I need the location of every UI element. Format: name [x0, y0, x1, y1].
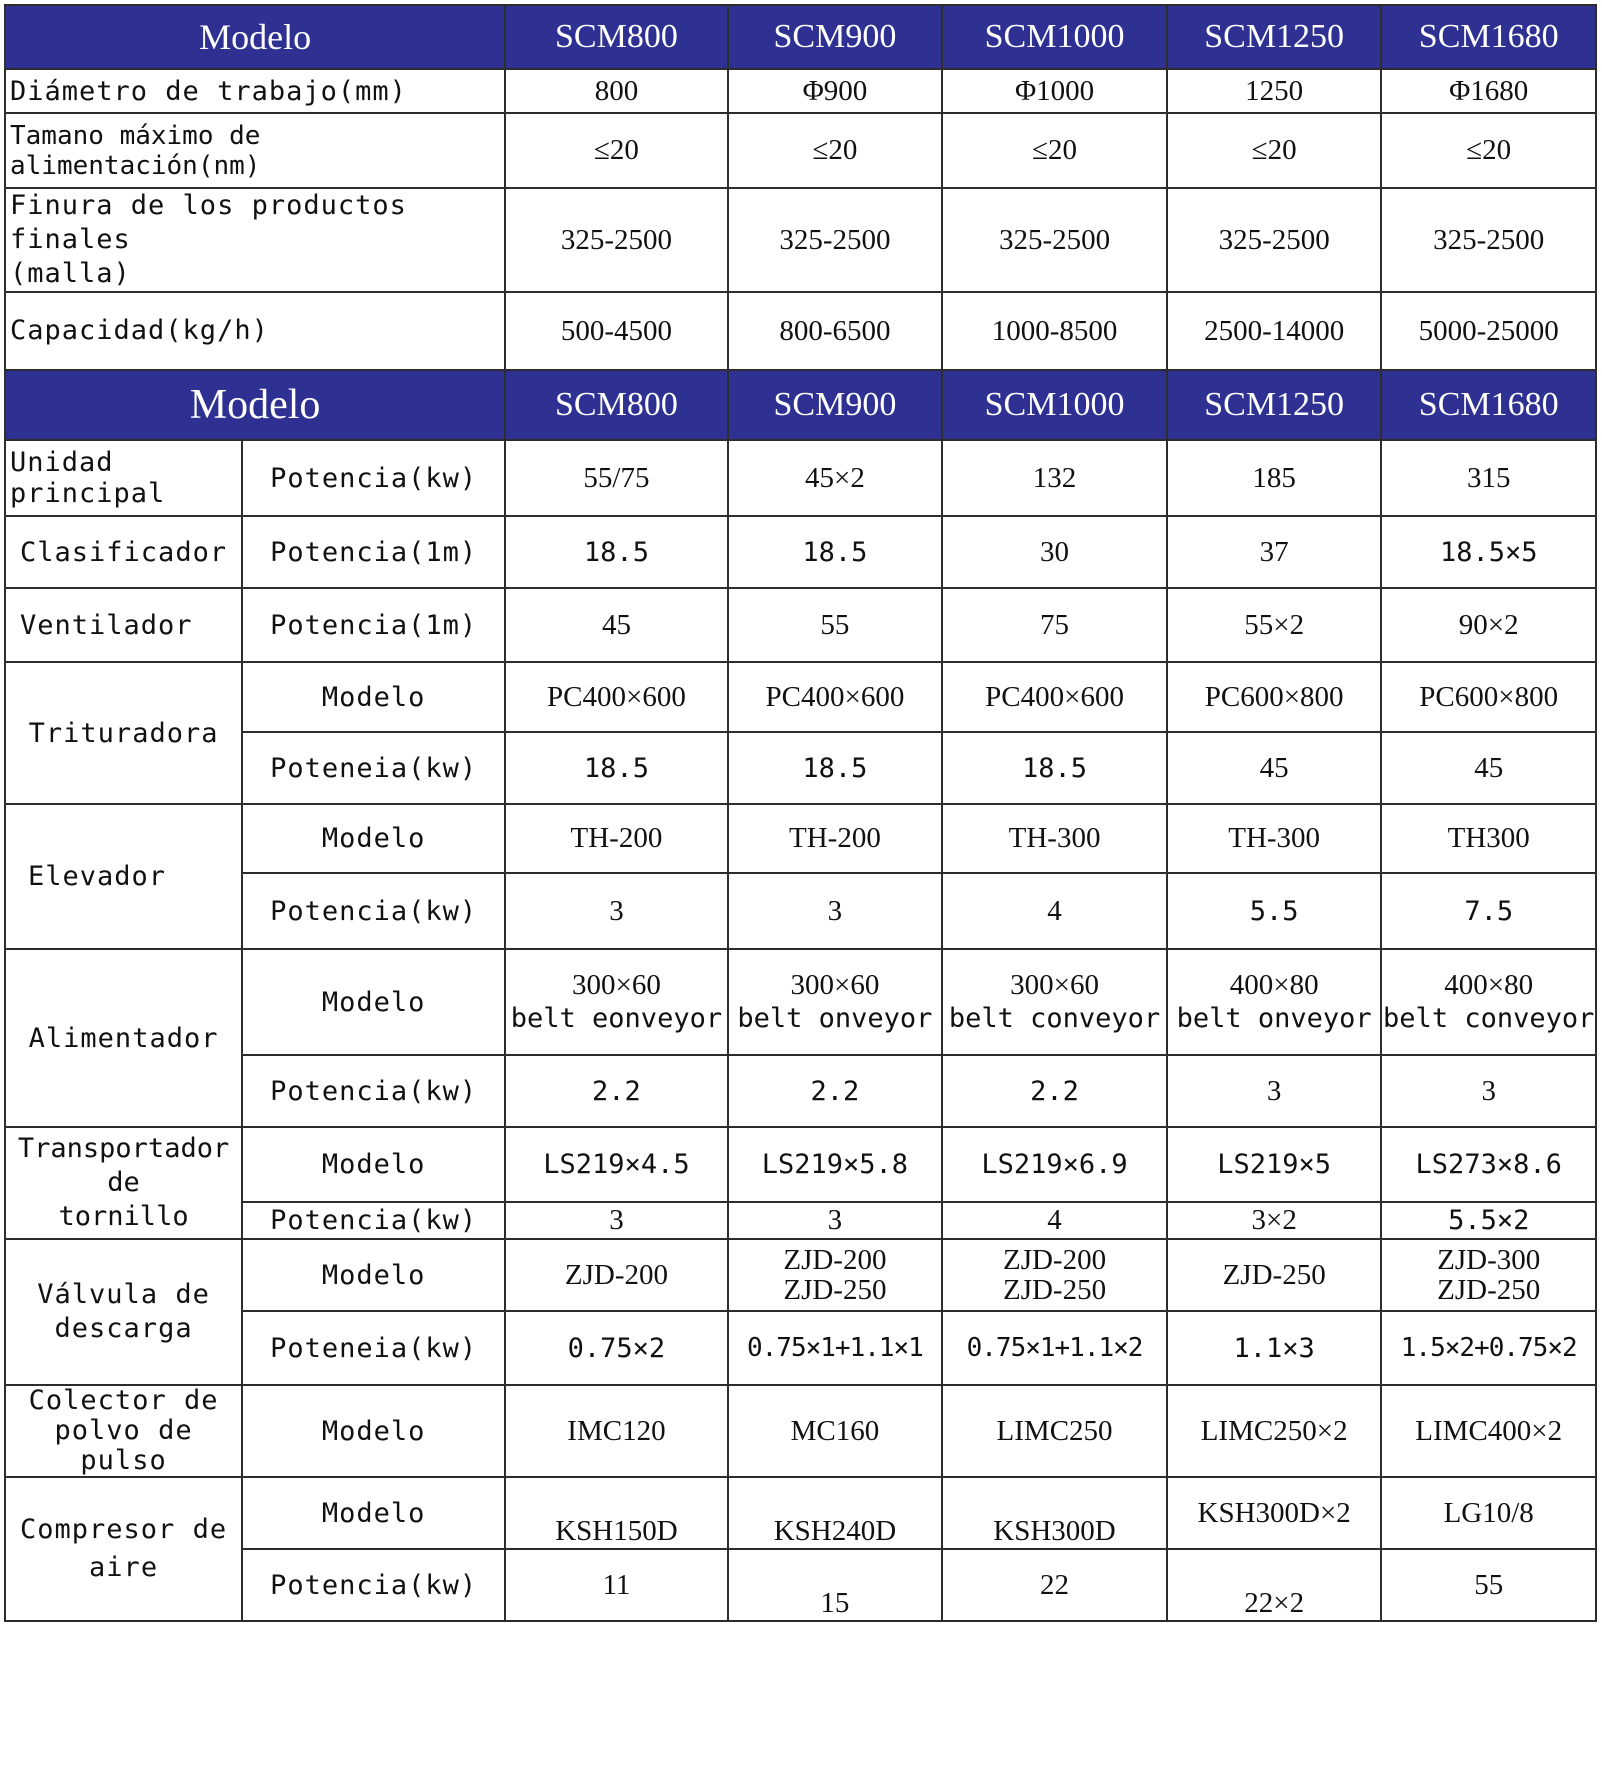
cell: 3	[1167, 1055, 1382, 1127]
cell: 0.75×1+1.1×2	[942, 1311, 1167, 1385]
row-label: Capacidad(kg/h)	[5, 292, 505, 370]
cell: PC600×800	[1381, 662, 1596, 732]
cell: 15	[728, 1549, 943, 1621]
top-header-row	[5, 5, 1596, 69]
cell: 45	[1381, 732, 1596, 804]
cell: 4	[942, 1202, 1167, 1239]
cell: 325-2500	[1167, 188, 1382, 292]
group-label: Unidad principal	[5, 440, 242, 516]
cell: 315	[1381, 440, 1596, 516]
cell: 22	[942, 1549, 1167, 1621]
cell: LS219×6.9	[942, 1127, 1167, 1202]
cell-line: 400×80	[1229, 969, 1319, 1001]
top-header-model-label: Modelo	[5, 5, 505, 69]
cell: 1000-8500	[942, 292, 1167, 370]
group-label: Elevador	[5, 804, 242, 949]
cell: 75	[942, 588, 1167, 662]
table-row	[5, 804, 1596, 873]
cell: 18.5	[505, 516, 727, 588]
cell: ≤20	[505, 113, 727, 188]
cell: 45	[505, 588, 727, 662]
group-label-line: tornillo	[58, 1201, 189, 1232]
cell: 3×2	[1167, 1202, 1382, 1239]
cell: 18.5	[942, 732, 1167, 804]
cell: ≤20	[728, 113, 943, 188]
cell: 90×2	[1381, 588, 1596, 662]
param-label: Potencia(1m)	[242, 588, 505, 662]
cell-line: belt conveyor	[948, 1003, 1161, 1034]
cell: PC400×600	[728, 662, 943, 732]
group-label	[5, 1239, 242, 1385]
cell: 2.2	[728, 1055, 943, 1127]
group-label-line: Colector de	[28, 1385, 219, 1416]
cell: LIMC250	[942, 1385, 1167, 1477]
group-label	[5, 1385, 242, 1477]
table-row	[5, 188, 1596, 292]
cell-line: ZJD-250	[1222, 1258, 1326, 1291]
cell: 7.5	[1381, 873, 1596, 949]
table-row	[5, 440, 1596, 516]
cell: 325-2500	[505, 188, 727, 292]
cell	[505, 1239, 727, 1311]
cell: 1250	[1167, 69, 1382, 113]
cell: KSH300D	[942, 1477, 1167, 1549]
param-label: Modelo	[242, 949, 505, 1055]
top-header-model: SCM1680	[1381, 5, 1596, 69]
table-row	[5, 113, 1596, 188]
param-label: Potencia(kw)	[242, 873, 505, 949]
param-label: Modelo	[242, 1385, 505, 1477]
cell: 3	[1381, 1055, 1596, 1127]
cell: 18.5	[728, 732, 943, 804]
table-row	[5, 873, 1596, 949]
cell: 5000-25000	[1381, 292, 1596, 370]
cell-line: ZJD-250	[783, 1274, 887, 1306]
param-label: Modelo	[242, 1477, 505, 1549]
cell: 18.5	[728, 516, 943, 588]
cell-line: 400×80	[1444, 969, 1534, 1001]
param-label: Modelo	[242, 1239, 505, 1311]
cell: IMC120	[505, 1385, 727, 1477]
cell: 3	[728, 1202, 943, 1239]
table-row	[5, 732, 1596, 804]
cell	[942, 1239, 1167, 1311]
cell: ≤20	[1381, 113, 1596, 188]
cell-line: belt onveyor	[1176, 1003, 1372, 1034]
cell: 800	[505, 69, 727, 113]
table-row	[5, 1127, 1596, 1202]
table-row	[5, 662, 1596, 732]
cell: 55	[728, 588, 943, 662]
cell: TH-200	[728, 804, 943, 873]
group-label-line: descarga	[54, 1313, 193, 1344]
cell: 2.2	[505, 1055, 727, 1127]
cell: MC160	[728, 1385, 943, 1477]
table-row	[5, 69, 1596, 113]
bottom-header-model: SCM800	[505, 370, 727, 440]
cell: 0.75×1+1.1×1	[728, 1311, 943, 1385]
table-row	[5, 949, 1596, 1055]
bottom-header-model: SCM1250	[1167, 370, 1382, 440]
param-label: Potencia(kw)	[242, 1202, 505, 1239]
cell: 55/75	[505, 440, 727, 516]
top-header-model: SCM1000	[942, 5, 1167, 69]
cell: 55×2	[1167, 588, 1382, 662]
row-label	[5, 188, 505, 292]
cell: 55	[1381, 1549, 1596, 1621]
cell: 325-2500	[728, 188, 943, 292]
top-header-model: SCM1250	[1167, 5, 1382, 69]
cell: LS219×4.5	[505, 1127, 727, 1202]
cell-line: 300×60	[790, 969, 880, 1001]
spec-sheet	[4, 4, 1597, 1622]
cell: 1.5×2+0.75×2	[1381, 1311, 1596, 1385]
group-label: Alimentador	[5, 949, 242, 1127]
top-header-model: SCM800	[505, 5, 727, 69]
table-row	[5, 516, 1596, 588]
param-label: Poteneia(kw)	[242, 732, 505, 804]
cell: TH300	[1381, 804, 1596, 873]
cell: 0.75×2	[505, 1311, 727, 1385]
group-label	[5, 1477, 242, 1621]
cell: 5.5	[1167, 873, 1382, 949]
cell-line: ZJD-200	[564, 1258, 668, 1291]
bottom-header-model: SCM1000	[942, 370, 1167, 440]
cell: 30	[942, 516, 1167, 588]
cell-line: ZJD-250	[1002, 1274, 1107, 1306]
cell: 3	[728, 873, 943, 949]
row-label-line: Finura de los productos finales	[10, 190, 407, 255]
param-label: Modelo	[242, 1127, 505, 1202]
cell: 1.1×3	[1167, 1311, 1382, 1385]
cell: ≤20	[942, 113, 1167, 188]
top-header-model: SCM900	[728, 5, 943, 69]
cell: 185	[1167, 440, 1382, 516]
cell: 37	[1167, 516, 1382, 588]
cell: 5.5×2	[1381, 1202, 1596, 1239]
cell-line: ZJD-200	[783, 1244, 887, 1276]
row-label: Diámetro de trabajo(mm)	[5, 69, 505, 113]
cell-line: belt conveyor	[1383, 1003, 1595, 1034]
cell: ≤20	[1167, 113, 1382, 188]
cell-line: 300×60	[572, 969, 661, 1001]
cell: TH-200	[505, 804, 727, 873]
cell: 325-2500	[1381, 188, 1596, 292]
cell: LS219×5	[1167, 1127, 1382, 1202]
cell	[728, 1239, 943, 1311]
cell: KSH300D×2	[1167, 1477, 1382, 1549]
cell-line: 300×60	[1010, 969, 1099, 1001]
cell: LS273×8.6	[1381, 1127, 1596, 1202]
table-row	[5, 1385, 1596, 1477]
bottom-header-model-label: Modelo	[5, 370, 505, 440]
group-label: Ventilador	[5, 588, 242, 662]
cell: 2.2	[942, 1055, 1167, 1127]
table-row	[5, 1311, 1596, 1385]
cell: 18.5×5	[1381, 516, 1596, 588]
param-label: Potencia(kw)	[242, 1055, 505, 1127]
param-label: Potencia(kw)	[242, 1549, 505, 1621]
cell: 325-2500	[942, 188, 1167, 292]
group-label: Trituradora	[5, 662, 242, 804]
cell: Φ900	[728, 69, 943, 113]
cell	[942, 949, 1167, 1055]
cell: 45×2	[728, 440, 943, 516]
cell	[505, 949, 727, 1055]
table-row	[5, 1239, 1596, 1311]
cell: 18.5	[505, 732, 727, 804]
cell	[728, 949, 943, 1055]
table-row	[5, 1477, 1596, 1549]
cell: 500-4500	[505, 292, 727, 370]
group-label-line: Válvula de	[37, 1279, 210, 1310]
param-label: Poteneia(kw)	[242, 1311, 505, 1385]
cell: KSH240D	[728, 1477, 943, 1549]
cell: LIMC250×2	[1167, 1385, 1382, 1477]
cell: 4	[942, 873, 1167, 949]
table-row	[5, 1549, 1596, 1621]
param-label: Modelo	[242, 662, 505, 732]
cell-line: belt onveyor	[737, 1003, 933, 1034]
cell-line: belt eonveyor	[510, 1003, 723, 1034]
cell: LG10/8	[1381, 1477, 1596, 1549]
cell: PC600×800	[1167, 662, 1382, 732]
cell: TH-300	[1167, 804, 1382, 873]
cell: 3	[505, 1202, 727, 1239]
param-label: Potencia(kw)	[242, 440, 505, 516]
cell: 45	[1167, 732, 1382, 804]
group-label-line: aire	[89, 1552, 159, 1583]
cell	[1167, 1239, 1382, 1311]
cell	[1167, 949, 1382, 1055]
group-label: Clasificador	[5, 516, 242, 588]
cell: 132	[942, 440, 1167, 516]
cell: PC400×600	[942, 662, 1167, 732]
cell-line: ZJD-300	[1437, 1244, 1541, 1276]
table-row	[5, 1202, 1596, 1239]
param-label: Modelo	[242, 804, 505, 873]
cell: LS219×5.8	[728, 1127, 943, 1202]
cell: PC400×600	[505, 662, 727, 732]
cell: 2500-14000	[1167, 292, 1382, 370]
param-label: Potencia(1m)	[242, 516, 505, 588]
cell: 22×2	[1167, 1549, 1382, 1621]
group-label-line: Transportador de	[17, 1133, 230, 1198]
cell: LIMC400×2	[1381, 1385, 1596, 1477]
bottom-header-row	[5, 370, 1596, 440]
cell: 11	[505, 1549, 727, 1621]
cell	[1381, 949, 1596, 1055]
row-label: Tamano máximo de alimentación(nm)	[5, 113, 505, 188]
bottom-header-model: SCM900	[728, 370, 943, 440]
table-row	[5, 292, 1596, 370]
cell: Φ1000	[942, 69, 1167, 113]
table-row	[5, 1055, 1596, 1127]
cell	[1381, 1239, 1596, 1311]
bottom-header-model: SCM1680	[1381, 370, 1596, 440]
cell: Φ1680	[1381, 69, 1596, 113]
cell: TH-300	[942, 804, 1167, 873]
cell: KSH150D	[505, 1477, 727, 1549]
cell-line: ZJD-250	[1437, 1274, 1541, 1306]
cell-line: ZJD-200	[1002, 1244, 1107, 1276]
row-label-line: (malla)	[10, 258, 131, 289]
table-row	[5, 588, 1596, 662]
group-label	[5, 1127, 242, 1239]
specs-table	[4, 4, 1597, 1622]
group-label-line: polvo de pulso	[54, 1415, 193, 1476]
cell: 3	[505, 873, 727, 949]
cell: 800-6500	[728, 292, 943, 370]
group-label-line: Compresor de	[20, 1514, 228, 1545]
